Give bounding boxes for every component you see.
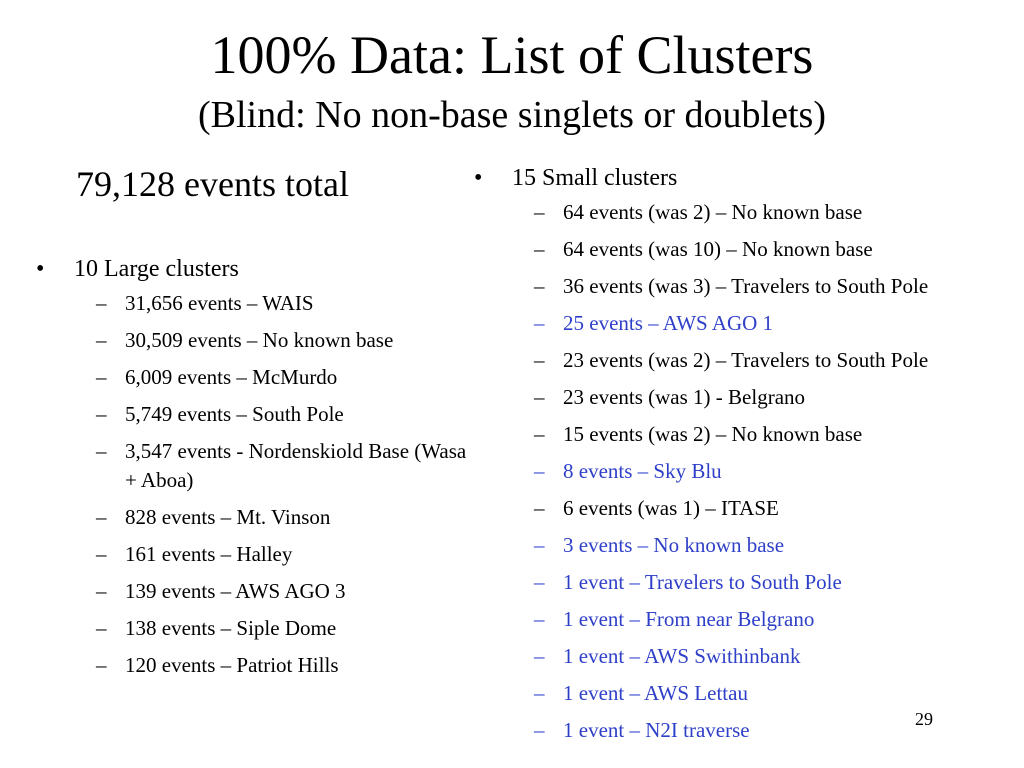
list-item: – 828 events – Mt. Vinson [96,505,331,529]
large-clusters-column [36,253,476,688]
large-clusters-bullet [36,253,476,285]
list-item: – 139 events – AWS AGO 3 [96,579,346,603]
list-item: – 36 events (was 3) – Travelers to South Pole [534,274,929,298]
list-item: – 138 events – Siple Dome [96,616,337,640]
list-item-highlighted: – 1 event – N2I traverse [534,718,750,742]
list-item: – 31,656 events – WAIS [96,291,314,315]
list-item: – 64 events (was 10) – No known base [534,237,873,261]
list-item: – 6,009 events – McMurdo [96,365,338,389]
list-item: – 161 events – Halley [96,542,293,566]
list-item: – 64 events (was 2) – No known base [534,200,863,224]
list-item: – 120 events – Patriot Hills [96,653,339,677]
list-item: – 3,547 events - Nordenskiold Base (Wasa + Aboa) [96,439,467,492]
large-clusters-heading: 10 Large clusters [74,256,239,282]
page-number: 29 [915,709,933,729]
small-clusters-bullet [474,162,1019,194]
list-item: – 30,509 events – No known base [96,328,394,352]
list-item-highlighted: – 25 events – AWS AGO 1 [534,311,774,335]
list-item-highlighted: – 8 events – Sky Blu [534,459,722,483]
list-item-highlighted: – 1 event – AWS Lettau [534,681,748,705]
list-item: – 6 events (was 1) – ITASE [534,496,779,520]
slide-title: 100% Data: List of Clusters [210,25,814,85]
list-item-highlighted: – 1 event – AWS Swithinbank [534,644,801,668]
large-clusters-list [36,289,476,680]
list-item: – 23 events (was 1) - Belgrano [534,385,806,409]
list-item: – 23 events (was 2) – Travelers to South Pole [534,348,929,372]
small-clusters-heading: 15 Small clusters [512,165,678,191]
events-total: 79,128 events total [76,164,349,204]
list-item-highlighted: – 1 event – From near Belgrano [534,607,815,631]
bullet-dot-icon: • [36,256,45,282]
list-item: – 5,749 events – South Pole [96,402,344,426]
small-clusters-column [474,162,1019,753]
small-clusters-list [474,198,1019,745]
list-item: – 15 events (was 2) – No known base [534,422,863,446]
slide-subtitle: (Blind: No non-base singlets or doublets) [198,94,826,136]
list-item-highlighted: – 3 events – No known base [534,533,785,557]
bullet-dot-icon: • [474,165,483,191]
list-item-highlighted: – 1 event – Travelers to South Pole [534,570,842,594]
